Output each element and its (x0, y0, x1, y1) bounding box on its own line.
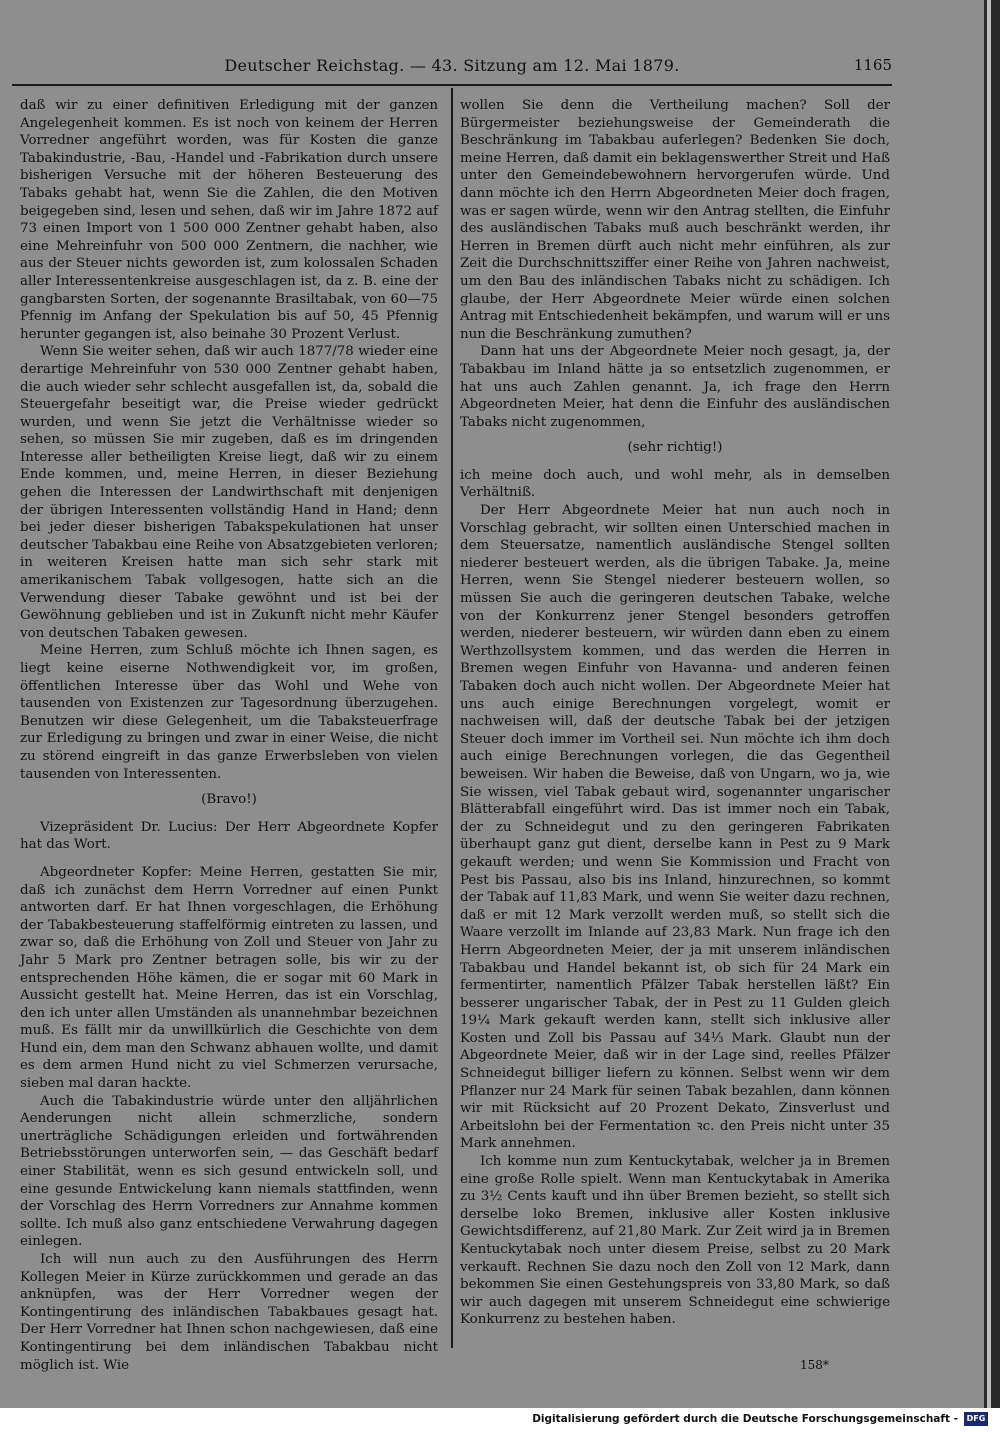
digitization-footer (0, 1408, 1000, 1432)
paragraph: daß wir zu einer definitiven Erledigung mit der ganzen Angelegenheit kommen. Es ist noch von keinem der Herren Vorredner angeführt worden, was für Kosten die ganze Tabakindustrie, -Bau, -Handel und -Fabrikation durch unsere bisherigen Versuche mit der höheren Besteuerung des Tabaks gehabt hat, wenn Sie die Zahlen, die den Motiven beigegeben sind, lesen und sehen, daß wir im Jahre 1872 auf 73 einen Import von 1 500 000 Zentner gehabt haben, also eine Mehreinfuhr von 500 000 Zentnern, die nachher, wie aus der Steuer nichts geworden ist, zum kolossalen Schaden aller Interessentenkreise ausgeschlagen ist, da z. B. eine der gangbarsten Sorten, der sogenannte Brasiltabak, von 60—75 Pfennig im Anfang der Spekulation bis auf 50, 45 Pfennig herunter gegangen ist, also beinahe 30 Prozent Verlust. (20, 98, 438, 342)
header-rule (12, 84, 892, 86)
spacer (20, 854, 438, 864)
funding-credit: Digitalisierung gefördert durch die Deutsche Forschungsgemeinschaft - (532, 1413, 958, 1425)
paragraph: wollen Sie denn die Vertheilung machen? Soll der Bürgermeister beziehungsweise der Gemeinderath die Beschränkung im Tabakbau auferlegen? Bedenken Sie doch, meine Herren, daß damit ein beklagenswerther Streit und Haß unter den Gemeindebewohnern hervorgerufen würde. Und dann möchte ich den Herrn Abgeordneten Meier doch fragen, was er sagen würde, wenn wir den Antrag stellten, die Einfuhr des ausländischen Tabaks muß auch beschränkt werden, ihr Herren in Bremen dürft auch nicht mehr einführen, als zur Zeit die Durchschnittsziffer einer Reihe von Jahren nachweist, um den Bau des inländischen Tabaks nicht zu schädigen. Ich glaube, der Herr Abgeordnete Meier würde einen solchen Antrag mit Entschiedenheit bekämpfen, und warum will er uns nun die Beschränkung zumuthen? (460, 98, 890, 342)
page-edge-highlight (987, 0, 991, 1408)
page-number: 1165 (853, 56, 892, 74)
right-column (460, 97, 890, 1329)
paragraph: Der Herr Abgeordnete Meier hat nun auch noch in Vorschlag gebracht, wir sollten einen Unterschied machen in dem Steuersatze, namentlich ausländische Stengel sollten niederer besteuert werden, als die übrigen Tabake. Ja, meine Herren, wenn Sie Stengel niederer besteuern wollen, so müssen Sie auch die geringeren deutschen Tabake, welche von der Konkurrenz jener Stengel besonders getroffen werden, niederer besteuern, wir würden dann eben zu einem Werthzollsystem kommen, und das werden die Herren in Bremen wegen Einfuhr von Havanna- und anderen feinen Tabaken doch auch nicht wollen. Der Abgeordnete Meier hat uns auch einige Berechnungen vorgelegt, womit er nachweisen will, daß der deutsche Tabak bei der jetzigen Steuer doch immer im Vortheil sei. Nun möchte ich ihm doch auch einige Berechnungen vorlegen, die das Gegentheil beweisen. Wir haben die Beweise, daß von Ungarn, wo ja, wie Sie wissen, viel Tabak gebaut wird, sogenannter ungarischer Blätterabfall eingeführt wird. Das ist immer noch ein Tabak, der zu Schneidegut und zu den geringeren Fabrikaten überhaupt ganz gut dient, derselbe kann in Pest zu 9 Mark gekauft werden; und wenn Sie Kommission und Fracht von Pest bis Passau, also bis ins Inland, hinzurechnen, so kommt der Tabak auf 11,83 Mark, und wenn Sie weiter dazu rechnen, daß er mit 12 Mark verzollt werden muß, so stellt sich die Waare verzollt im Inlande auf 23,83 Mark. Nun frage ich den Herrn Abgeordneten Meier, der ja mit unserem inländischen Tabakbau und Handel bekannt ist, ob sich für 24 Mark ein fermentirter, namentlich Pfälzer Tabak herstellen läßt? Ein besserer ungarischer Tabak, der in Pest zu 11 Gulden gleich 19¼ Mark gekauft werden kann, stellt sich inklusive aller Kosten und Zoll bis Passau auf 34⅓ Mark. Glaubt nun der Abgeordnete Meier, daß wir in der Lage sind, reelles Pfälzer Schneidegut billiger liefern zu können. Selbst wenn wir dem Pflanzer nur 24 Mark für seinen Tabak bezahlen, dann können wir mit Rücksicht auf 20 Prozent Dekato, Zinsverlust und Arbeitslohn bei der Fermentation ꝛc. den Preis nicht unter 35 Mark annehmen. (460, 503, 890, 1152)
paragraph: Auch die Tabakindustrie würde unter den alljährlichen Aenderungen nicht allein schmerzliche, sondern unerträgliche Schädigungen erleiden und fortwährenden Betriebsstörungen unterworfen sein, — das Geschäft bedarf einer Stabilität, wenn es sich gesund entwickeln soll, und eine gesunde Entwickelung kann niemals stattfinden, wenn der Vorschlag des Herrn Vorredners zur Annahme kommen sollte. Ich muß also ganz entschiedene Verwahrung dagegen einlegen. (20, 1093, 438, 1250)
paragraph: Meine Herren, zum Schluß möchte ich Ihnen sagen, es liegt keine eiserne Nothwendigkeit vor, im großen, öffentlichen Interesse über das Wohl und Wehe von tausenden von Existenzen zur Tagesordnung überzugehen. Benutzen wir diese Gelegenheit, um die Tabaksteuerfrage zur Erledigung zu bringen und zwar in einer Weise, die nicht zu störend eingreift in das ganze Erwerbsleben von vielen tausenden von Interessenten. (20, 643, 438, 782)
paragraph: Ich will nun auch zu den Ausführungen des Herrn Kollegen Meier in Kürze zurückkommen und gerade an das anknüpfen, was der Herr Vorredner wegen der Kontingentirung des inländischen Tabakbaues gesagt hat. Der Herr Vorredner hat Ihnen schon nachgewiesen, daß eine Kontingentirung bei dem inländischen Tabakbau nicht möglich ist. Wie (20, 1252, 438, 1373)
page-header (12, 52, 892, 82)
paragraph: Dann hat uns der Abgeordnete Meier noch gesagt, ja, der Tabakbau im Inland hätte ja so entsetzlich zugenommen, er hat uns auch Zahlen genannt. Ja, ich frage den Herrn Abgeordneten Meier, hat denn die Einfuhr des ausländischen Tabaks nicht zugenommen, (460, 344, 890, 430)
vice-president-remark: Vizepräsident Dr. Lucius: Der Herr Abgeordnete Kopfer hat das Wort. (20, 819, 438, 853)
paragraph: Wenn Sie weiter sehen, daß wir auch 1877/78 wieder eine derartige Mehreinfuhr von 530 000 Zentner gehabt haben, die auch wieder sehr schlecht ausgefallen ist, da, sobald die Steuergefahr beseitigt war, die Preise wieder gedrückt wurden, und wenn Sie jetzt die Verhältnisse wieder so sehen, so müssen Sie mir zugeben, daß es im dringenden Interesse aller betheiligten Kreise liegt, daß wir zu einem Ende kommen, und, meine Herren, in dieser Beziehung gehen die Interessen der Landwirthschaft mit denjenigen der übrigen Interessenten vollständig Hand in Hand; denn bei jeder dieser bisherigen Tabakspekulationen hat unser deutscher Tabakbau eine Reihe von Absatzgebieten verloren; in weiteren Kreisen hatte man sich sehr stark mit amerikanischem Tabak vollgesogen, hatte sich an die Verwendung dieser Tabake gewöhnt und ist bei der Gewöhnung geblieben und ist in Zukunft nicht mehr Käufer von deutschen Tabaken gewesen. (20, 344, 438, 641)
left-column (20, 97, 438, 1374)
signature-mark: 158* (800, 1358, 829, 1372)
paragraph: ich meine doch auch, und wohl mehr, als in demselben Verhältniß. (460, 467, 890, 501)
running-title: Deutscher Reichstag. — 43. Sitzung am 12. Mai 1879. (224, 56, 680, 75)
interjection-sehr-richtig: (sehr richtig!) (627, 440, 723, 456)
paragraph: Abgeordneter Kopfer: Meine Herren, gestatten Sie mir, daß ich zunächst dem Herrn Vorredner auf einen Punkt antworten darf. Er hat Ihnen vorgeschlagen, die Erhöhung der Tabakbesteuerung staffelförmig eintreten zu lassen, und zwar so, daß die Erhöhung von Zoll und Steuer von Jahr zu Jahr 5 Mark pro Zentner betragen solle, bis wir zu der entsprechenden Höhe kämen, die er sogar mit 60 Mark in Aussicht gestellt hat. Meine Herren, das ist ein Vorschlag, den ich unter allen Umständen als unannehmbar bezeichnen muß. Es fällt mir da unwillkürlich die Geschichte von dem Hund ein, dem man den Schwanz abhauen wollte, und damit es dem armen Hund nicht zu viel Schmerzen verursache, sieben mal daran hackte. (20, 864, 438, 1092)
column-divider (451, 88, 453, 1348)
dfg-logo: DFG (964, 1412, 988, 1426)
interjection-bravo: (Bravo!) (201, 792, 257, 808)
paragraph: Ich komme nun zum Kentuckytabak, welcher ja in Bremen eine große Rolle spielt. Wenn man Kentuckytabak in Amerika zu 3½ Cents kauft und ihn über Bremen bezieht, so stellt sich derselbe loko Bremen, inklusive aller Kosten inklusive Gewichtsdifferenz, auf 21,80 Mark. Zur Zeit wird ja in Bremen Kentuckytabak noch unter diesem Preise, selbst zu 20 Mark verkauft. Rechnen Sie dazu noch den Zoll von 12 Mark, dann bekommen Sie einen Gestehungspreis von 33,80 Mark, so daß wir auch dagegen mit unserem Schneidegut eine schwierige Konkurrenz zu bestehen haben. (460, 1154, 890, 1328)
